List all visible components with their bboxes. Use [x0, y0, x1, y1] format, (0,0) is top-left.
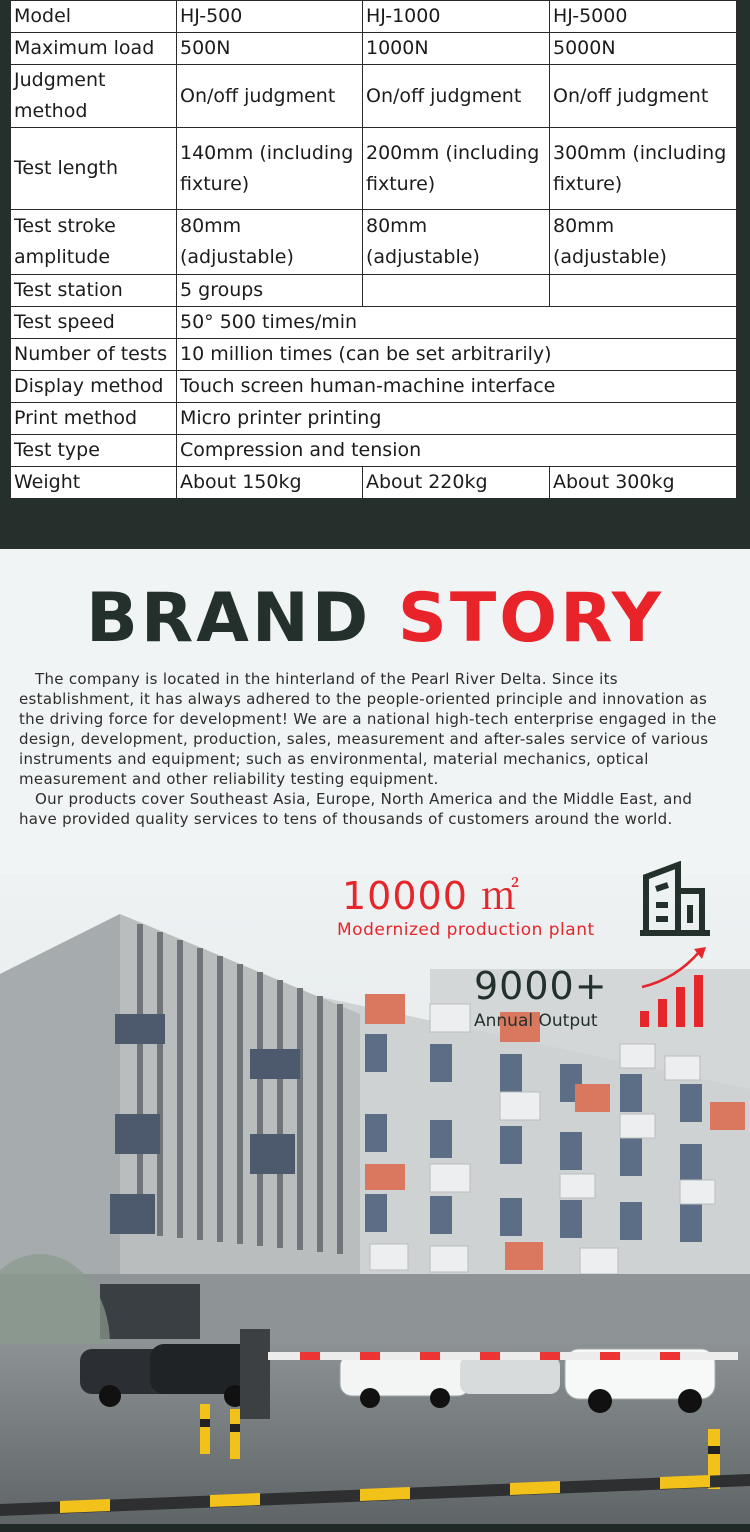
- spec-cell: HJ-1000: [363, 1, 550, 33]
- spec-cell: Compression and tension: [177, 435, 737, 467]
- spec-row: [11, 371, 737, 403]
- spec-cell: 5 groups: [177, 275, 363, 307]
- spec-cell: 300mm (including fixture): [550, 128, 737, 210]
- spec-row: [11, 210, 737, 275]
- spec-section: [0, 0, 750, 549]
- spec-cell: [363, 275, 550, 307]
- plant-area-value: 10000 ㎡: [342, 874, 520, 918]
- brand-section: [0, 549, 750, 1524]
- spec-row: [11, 128, 737, 210]
- annual-output-label: Annual Output: [474, 1011, 598, 1031]
- spec-cell: About 300kg: [550, 467, 737, 499]
- spec-row: [11, 275, 737, 307]
- spec-row: [11, 467, 737, 499]
- growth-chart-icon: [636, 945, 710, 1031]
- spec-cell: On/off judgment: [177, 65, 363, 128]
- spec-cell: 140mm (including fixture): [177, 128, 363, 210]
- spec-cell: On/off judgment: [363, 65, 550, 128]
- spec-row-label: Test type: [11, 435, 177, 467]
- spec-cell: 80mm (adjustable): [550, 210, 737, 275]
- spec-row: [11, 307, 737, 339]
- spec-cell: Touch screen human-machine interface: [177, 371, 737, 403]
- brand-story-text: [19, 669, 735, 829]
- story-paragraph-1: The company is located in the hinterland of the Pearl River Delta. Since its establishment, it has always adhered to the people-oriented principle and innovation as the driving force for development! We are a national high-tech enterprise engaged in the design, development, production, sales, measurement and after-sales service of various instruments and equipment; such as environmental, material mechanics, optical measurement and other reliability testing equipment.: [19, 670, 717, 788]
- spec-cell: 50° 500 times/min: [177, 307, 737, 339]
- spec-row: [11, 65, 737, 128]
- spec-cell: 1000N: [363, 33, 550, 65]
- spec-row-label: Test station: [11, 275, 177, 307]
- spec-cell: HJ-500: [177, 1, 363, 33]
- spec-cell: On/off judgment: [550, 65, 737, 128]
- spec-cell: 500N: [177, 33, 363, 65]
- spec-cell: 10 million times (can be set arbitrarily): [177, 339, 737, 371]
- spec-row-label: Test stroke amplitude: [11, 210, 177, 275]
- spec-cell: HJ-5000: [550, 1, 737, 33]
- spec-row-label: Print method: [11, 403, 177, 435]
- spec-row-label: Maximum load: [11, 33, 177, 65]
- annual-output-value: 9000+: [474, 964, 608, 1008]
- spec-cell: 80mm (adjustable): [363, 210, 550, 275]
- story-paragraph-2: Our products cover Southeast Asia, Europe, North America and the Middle East, and have provided quality services to tens of thousands of customers around the world.: [19, 790, 693, 828]
- spec-row-label: Display method: [11, 371, 177, 403]
- brand-story-title: [0, 579, 750, 659]
- brand-title-dark: BRAND: [86, 579, 372, 658]
- spec-row-label: Weight: [11, 467, 177, 499]
- spec-cell: About 220kg: [363, 467, 550, 499]
- spec-row: [11, 403, 737, 435]
- spec-row: [11, 1, 737, 33]
- bottom-bar: [0, 1524, 750, 1532]
- spec-row: [11, 33, 737, 65]
- building-icon: [638, 861, 712, 939]
- brand-title-red: STORY: [397, 579, 664, 658]
- spec-row: [11, 339, 737, 371]
- spec-row-label: Test speed: [11, 307, 177, 339]
- spec-row-label: Number of tests: [11, 339, 177, 371]
- spec-cell: 200mm (including fixture): [363, 128, 550, 210]
- spec-cell: Micro printer printing: [177, 403, 737, 435]
- spec-row-label: Judgment method: [11, 65, 177, 128]
- spec-cell: 5000N: [550, 33, 737, 65]
- spec-cell: 80mm (adjustable): [177, 210, 363, 275]
- spec-cell: About 150kg: [177, 467, 363, 499]
- spec-cell: [550, 275, 737, 307]
- spec-row: [11, 435, 737, 467]
- spec-row-label: Test length: [11, 128, 177, 210]
- spec-table: [10, 0, 737, 499]
- spec-row-label: Model: [11, 1, 177, 33]
- plant-area-label: Modernized production plant: [337, 920, 595, 940]
